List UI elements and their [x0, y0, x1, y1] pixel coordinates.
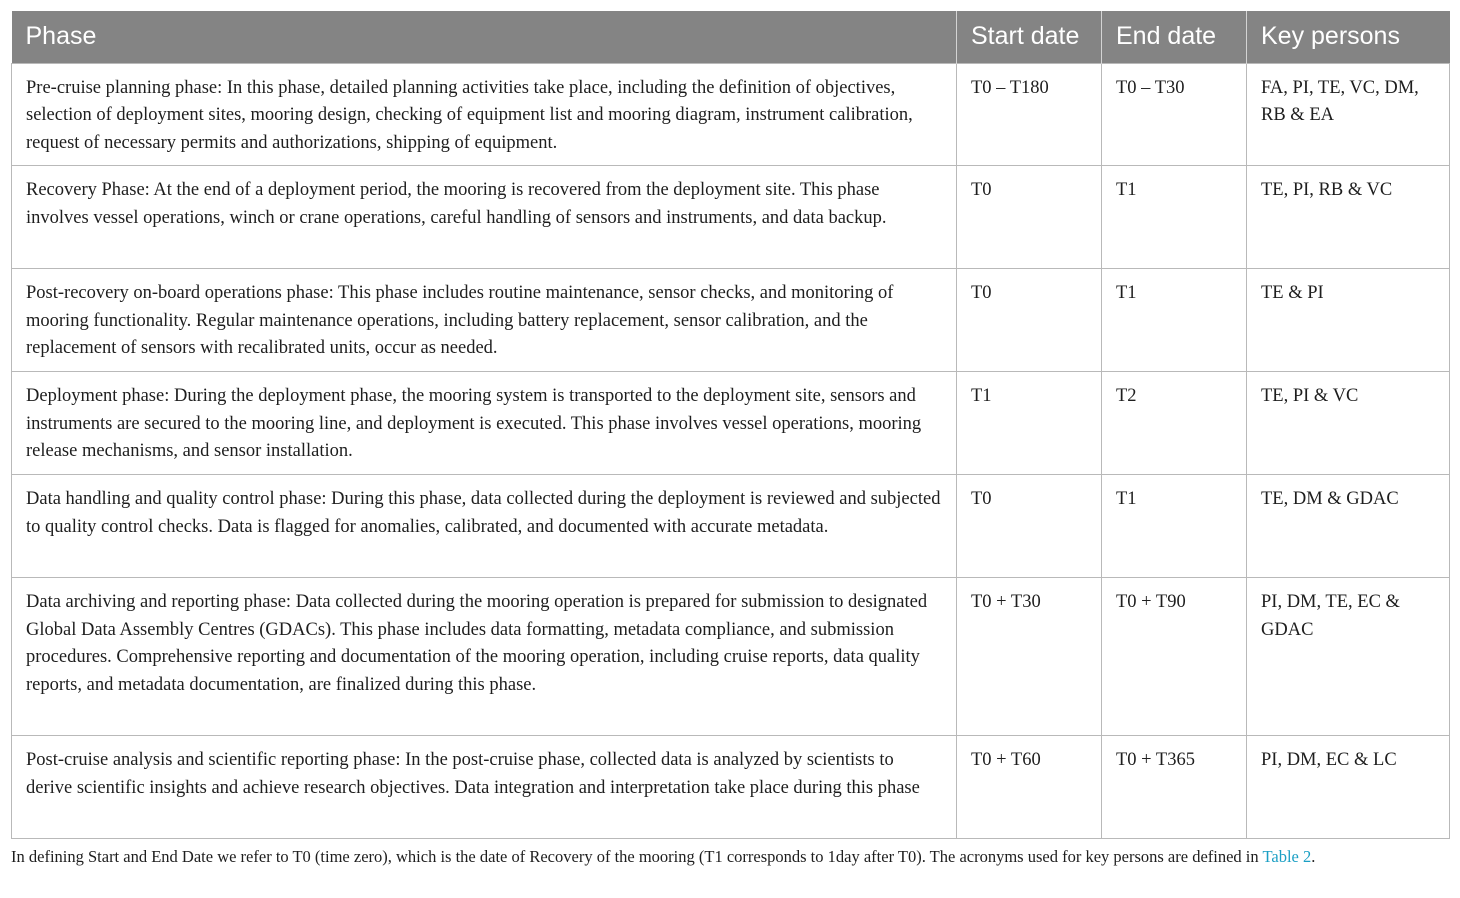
- key-persons-cell: TE, PI & VC: [1247, 372, 1450, 475]
- start-date-cell: T1: [957, 372, 1102, 475]
- start-date-cell: T0 + T30: [957, 578, 1102, 736]
- end-date-cell: T0 + T90: [1102, 578, 1247, 736]
- phase-cell: Data handling and quality control phase: During this phase, data collected during the deployment is reviewed and subjected to quality control checks. Data is flagged for anomalies, calibrated, and documented with accurate metadata.: [12, 475, 957, 578]
- start-date-cell: T0 + T60: [957, 736, 1102, 839]
- table-header: [12, 11, 1450, 63]
- header-end-date: End date: [1102, 11, 1247, 63]
- table-footnote: [11, 844, 1451, 869]
- phase-cell: Pre-cruise planning phase: In this phase, detailed planning activities take place, including the definition of objectives, selection of deployment sites, mooring design, checking of equipment list and mooring diagram, instrument calibration, request of necessary permits and authorizations, shipping of equipment.: [12, 63, 957, 166]
- end-date-cell: T0 – T30: [1102, 63, 1247, 166]
- table-row: [12, 578, 1450, 736]
- table-row: [12, 166, 1450, 269]
- key-persons-cell: PI, DM, TE, EC & GDAC: [1247, 578, 1450, 736]
- header-key-persons: Key persons: [1247, 11, 1450, 63]
- key-persons-cell: TE, PI, RB & VC: [1247, 166, 1450, 269]
- key-persons-cell: TE, DM & GDAC: [1247, 475, 1450, 578]
- footnote-end: .: [1311, 847, 1316, 866]
- phase-cell: Deployment phase: During the deployment phase, the mooring system is transported to the deployment site, sensors and instruments are secured to the mooring line, and deployment is executed. This phase involves vessel operations, mooring release mechanisms, and sensor installation.: [12, 372, 957, 475]
- header-start-date: Start date: [957, 11, 1102, 63]
- footnote-text: In defining Start and End Date we refer to T0 (time zero), which is the date of Recovery of the mooring (T1 corresponds to 1day after T0). The acronyms used for key persons are defined in: [11, 847, 1263, 866]
- start-date-cell: T0: [957, 166, 1102, 269]
- table-row: [12, 736, 1450, 839]
- start-date-cell: T0: [957, 475, 1102, 578]
- header-row: [12, 11, 1450, 63]
- phase-cell: Data archiving and reporting phase: Data collected during the mooring operation is prepared for submission to designated Global Data Assembly Centres (GDACs). This phase includes data formatting, metadata compliance, and submission procedures. Comprehensive reporting and documentation of the mooring operation, including cruise reports, data quality reports, and metadata documentation, are finalized during this phase.: [12, 578, 957, 736]
- end-date-cell: T1: [1102, 166, 1247, 269]
- start-date-cell: T0: [957, 269, 1102, 372]
- phase-cell: Post-recovery on-board operations phase: This phase includes routine maintenance, sensor checks, and monitoring of mooring functionality. Regular maintenance operations, including battery replacement, sensor calibration, and the replacement of sensors with recalibrated units, occur as needed.: [12, 269, 957, 372]
- phase-table: [11, 11, 1450, 839]
- end-date-cell: T1: [1102, 475, 1247, 578]
- table-row: [12, 269, 1450, 372]
- table-row: [12, 63, 1450, 166]
- table-body: [12, 63, 1450, 839]
- phase-cell: Post-cruise analysis and scientific reporting phase: In the post-cruise phase, collected data is analyzed by scientists to derive scientific insights and achieve research objectives. Data integration and interpretation take place during this phase: [12, 736, 957, 839]
- end-date-cell: T0 + T365: [1102, 736, 1247, 839]
- table-2-link[interactable]: Table 2: [1262, 847, 1312, 866]
- table-row: [12, 372, 1450, 475]
- table-row: [12, 475, 1450, 578]
- end-date-cell: T1: [1102, 269, 1247, 372]
- end-date-cell: T2: [1102, 372, 1247, 475]
- key-persons-cell: FA, PI, TE, VC, DM, RB & EA: [1247, 63, 1450, 166]
- start-date-cell: T0 – T180: [957, 63, 1102, 166]
- phase-cell: Recovery Phase: At the end of a deployment period, the mooring is recovered from the deployment site. This phase involves vessel operations, winch or crane operations, careful handling of sensors and instruments, and data backup.: [12, 166, 957, 269]
- key-persons-cell: TE & PI: [1247, 269, 1450, 372]
- key-persons-cell: PI, DM, EC & LC: [1247, 736, 1450, 839]
- header-phase: Phase: [12, 11, 957, 63]
